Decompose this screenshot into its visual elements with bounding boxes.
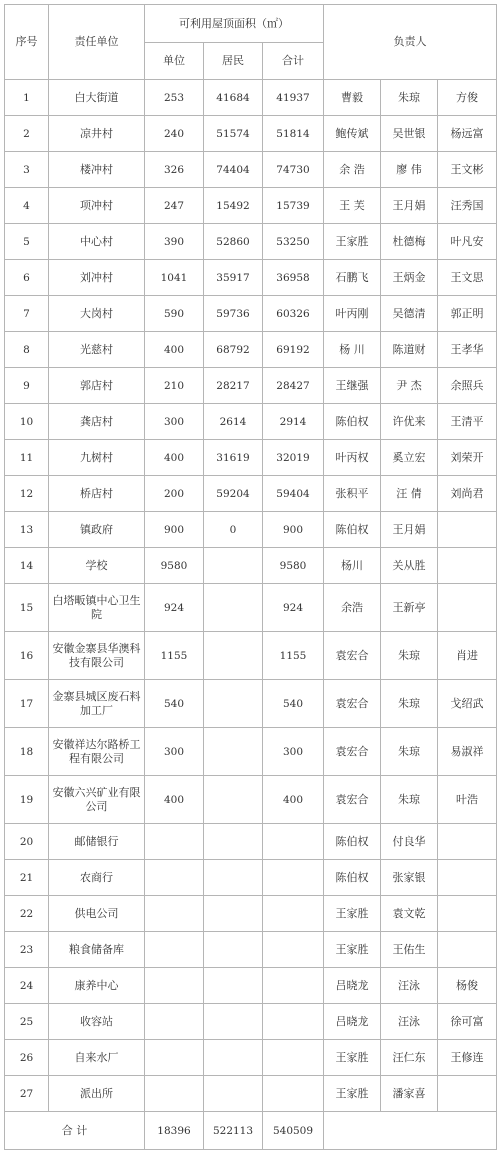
cell-area-resident — [204, 728, 263, 776]
cell-area-unit: 400 — [145, 332, 204, 368]
cell-unit: 农商行 — [49, 860, 145, 896]
cell-area-unit: 900 — [145, 512, 204, 548]
table-row — [5, 1076, 497, 1112]
total-responsible-empty — [324, 1112, 497, 1150]
cell-unit: 大岗村 — [49, 296, 145, 332]
cell-person-1: 王 芙 — [324, 188, 381, 224]
table-row — [5, 296, 497, 332]
table-row — [5, 116, 497, 152]
cell-index: 19 — [5, 776, 49, 824]
cell-area-resident — [204, 824, 263, 860]
table-row — [5, 1004, 497, 1040]
cell-area-unit — [145, 968, 204, 1004]
cell-area-total: 28427 — [263, 368, 324, 404]
cell-person-1: 王家胜 — [324, 896, 381, 932]
cell-unit: 学校 — [49, 548, 145, 584]
table-row — [5, 152, 497, 188]
cell-area-resident — [204, 968, 263, 1004]
cell-index: 23 — [5, 932, 49, 968]
total-area-resident: 522113 — [204, 1112, 263, 1150]
cell-area-resident — [204, 1040, 263, 1076]
cell-area-total: 540 — [263, 680, 324, 728]
cell-person-1: 石鹏飞 — [324, 260, 381, 296]
cell-person-3: 郭正明 — [438, 296, 497, 332]
cell-area-total — [263, 860, 324, 896]
table-row — [5, 476, 497, 512]
cell-index: 21 — [5, 860, 49, 896]
cell-person-1: 杨 川 — [324, 332, 381, 368]
cell-unit: 供电公司 — [49, 896, 145, 932]
header-unit: 责任单位 — [49, 5, 145, 80]
cell-person-2: 汪泳 — [381, 1004, 438, 1040]
cell-person-3: 叶浩 — [438, 776, 497, 824]
cell-area-unit: 590 — [145, 296, 204, 332]
cell-unit: 郭店村 — [49, 368, 145, 404]
cell-index: 17 — [5, 680, 49, 728]
cell-area-unit: 240 — [145, 116, 204, 152]
cell-unit: 金寨县城区废石料加工厂 — [49, 680, 145, 728]
cell-index: 20 — [5, 824, 49, 860]
cell-unit: 白大街道 — [49, 80, 145, 116]
cell-area-total — [263, 932, 324, 968]
table-row — [5, 728, 497, 776]
cell-person-3: 叶凡安 — [438, 224, 497, 260]
cell-area-resident: 52860 — [204, 224, 263, 260]
cell-person-2: 朱琼 — [381, 632, 438, 680]
cell-person-2: 袁文乾 — [381, 896, 438, 932]
table-row — [5, 80, 497, 116]
cell-area-resident — [204, 932, 263, 968]
cell-person-1: 张积平 — [324, 476, 381, 512]
cell-area-total — [263, 1004, 324, 1040]
cell-area-total: 41937 — [263, 80, 324, 116]
table-row — [5, 188, 497, 224]
cell-person-1: 袁宏合 — [324, 632, 381, 680]
cell-unit: 刘冲村 — [49, 260, 145, 296]
cell-person-3: 余照兵 — [438, 368, 497, 404]
cell-unit: 龚店村 — [49, 404, 145, 440]
cell-person-1: 吕晓龙 — [324, 968, 381, 1004]
cell-unit: 粮食储备库 — [49, 932, 145, 968]
cell-area-resident: 2614 — [204, 404, 263, 440]
cell-index: 14 — [5, 548, 49, 584]
cell-index: 2 — [5, 116, 49, 152]
cell-person-3 — [438, 824, 497, 860]
cell-person-2: 汪泳 — [381, 968, 438, 1004]
cell-person-2: 廖 伟 — [381, 152, 438, 188]
cell-person-3: 徐可富 — [438, 1004, 497, 1040]
cell-area-total: 9580 — [263, 548, 324, 584]
cell-area-unit: 9580 — [145, 548, 204, 584]
cell-area-unit: 247 — [145, 188, 204, 224]
cell-person-2: 潘家喜 — [381, 1076, 438, 1112]
cell-unit: 安徽金寨县华澳科技有限公司 — [49, 632, 145, 680]
cell-area-unit: 326 — [145, 152, 204, 188]
table-row — [5, 368, 497, 404]
table-row — [5, 860, 497, 896]
cell-area-total: 924 — [263, 584, 324, 632]
cell-area-resident: 59736 — [204, 296, 263, 332]
cell-area-resident: 35917 — [204, 260, 263, 296]
total-area-total: 540509 — [263, 1112, 324, 1150]
header-area-total: 合计 — [263, 43, 324, 80]
cell-unit: 收容站 — [49, 1004, 145, 1040]
cell-person-3: 杨俊 — [438, 968, 497, 1004]
cell-person-2: 许优来 — [381, 404, 438, 440]
cell-unit: 康养中心 — [49, 968, 145, 1004]
rooftop-area-table — [4, 4, 497, 1150]
cell-area-unit — [145, 824, 204, 860]
cell-index: 15 — [5, 584, 49, 632]
table-row — [5, 776, 497, 824]
table-row — [5, 896, 497, 932]
cell-person-1: 叶丙刚 — [324, 296, 381, 332]
cell-person-2: 朱琼 — [381, 776, 438, 824]
cell-area-total — [263, 1040, 324, 1076]
cell-area-unit: 210 — [145, 368, 204, 404]
cell-person-2: 付良华 — [381, 824, 438, 860]
cell-area-total: 32019 — [263, 440, 324, 476]
cell-person-3: 易淑祥 — [438, 728, 497, 776]
cell-person-2: 朱琼 — [381, 80, 438, 116]
cell-area-total: 15739 — [263, 188, 324, 224]
cell-index: 16 — [5, 632, 49, 680]
cell-index: 5 — [5, 224, 49, 260]
cell-person-2: 关从胜 — [381, 548, 438, 584]
cell-area-total: 53250 — [263, 224, 324, 260]
cell-area-resident — [204, 680, 263, 728]
cell-index: 1 — [5, 80, 49, 116]
cell-area-resident — [204, 632, 263, 680]
table-row — [5, 1040, 497, 1076]
cell-area-unit: 1155 — [145, 632, 204, 680]
cell-unit: 白塔畈镇中心卫生院 — [49, 584, 145, 632]
cell-person-1: 余 浩 — [324, 152, 381, 188]
cell-unit: 楼冲村 — [49, 152, 145, 188]
cell-area-unit — [145, 896, 204, 932]
cell-unit: 项冲村 — [49, 188, 145, 224]
cell-person-3: 王孝华 — [438, 332, 497, 368]
cell-area-resident — [204, 1076, 263, 1112]
cell-person-1: 王家胜 — [324, 1076, 381, 1112]
cell-area-total — [263, 896, 324, 932]
cell-person-2: 吴世银 — [381, 116, 438, 152]
total-label: 合 计 — [5, 1112, 145, 1150]
cell-person-3 — [438, 932, 497, 968]
cell-person-3: 刘荣开 — [438, 440, 497, 476]
cell-person-1: 陈伯权 — [324, 824, 381, 860]
cell-area-resident: 41684 — [204, 80, 263, 116]
cell-person-1: 袁宏合 — [324, 728, 381, 776]
table-row — [5, 584, 497, 632]
cell-person-2: 王新亭 — [381, 584, 438, 632]
cell-area-total: 60326 — [263, 296, 324, 332]
cell-area-resident: 0 — [204, 512, 263, 548]
cell-area-total: 59404 — [263, 476, 324, 512]
cell-person-2: 张家银 — [381, 860, 438, 896]
cell-area-unit: 253 — [145, 80, 204, 116]
cell-area-total: 69192 — [263, 332, 324, 368]
cell-index: 8 — [5, 332, 49, 368]
cell-person-1: 曹毅 — [324, 80, 381, 116]
cell-person-1: 余浩 — [324, 584, 381, 632]
cell-person-3: 杨远富 — [438, 116, 497, 152]
cell-unit: 自来水厂 — [49, 1040, 145, 1076]
cell-area-unit — [145, 1004, 204, 1040]
cell-unit: 邮储银行 — [49, 824, 145, 860]
cell-area-total: 300 — [263, 728, 324, 776]
cell-area-total — [263, 824, 324, 860]
cell-person-2: 王佑生 — [381, 932, 438, 968]
cell-person-2: 尹 杰 — [381, 368, 438, 404]
table-row — [5, 260, 497, 296]
cell-unit: 凉井村 — [49, 116, 145, 152]
cell-area-total: 74730 — [263, 152, 324, 188]
cell-area-resident: 31619 — [204, 440, 263, 476]
table-row — [5, 680, 497, 728]
cell-area-resident — [204, 548, 263, 584]
cell-unit: 九树村 — [49, 440, 145, 476]
cell-person-3 — [438, 860, 497, 896]
header-row-1 — [5, 5, 497, 43]
cell-index: 13 — [5, 512, 49, 548]
cell-person-3: 戈绍武 — [438, 680, 497, 728]
cell-person-3 — [438, 584, 497, 632]
cell-area-total — [263, 1076, 324, 1112]
cell-area-unit — [145, 1040, 204, 1076]
cell-person-1: 王继强 — [324, 368, 381, 404]
cell-person-1: 袁宏合 — [324, 776, 381, 824]
cell-area-resident — [204, 584, 263, 632]
cell-person-2: 王月娟 — [381, 188, 438, 224]
header-responsible: 负责人 — [324, 5, 497, 80]
cell-person-2: 王炳金 — [381, 260, 438, 296]
cell-person-2: 陈道财 — [381, 332, 438, 368]
cell-area-resident — [204, 860, 263, 896]
cell-area-resident: 15492 — [204, 188, 263, 224]
cell-area-unit: 1041 — [145, 260, 204, 296]
cell-person-1: 王家胜 — [324, 224, 381, 260]
cell-person-3: 方俊 — [438, 80, 497, 116]
cell-person-3 — [438, 1076, 497, 1112]
cell-area-unit: 300 — [145, 404, 204, 440]
cell-area-resident: 59204 — [204, 476, 263, 512]
cell-index: 12 — [5, 476, 49, 512]
table-row — [5, 512, 497, 548]
cell-index: 4 — [5, 188, 49, 224]
header-index: 序号 — [5, 5, 49, 80]
cell-area-unit — [145, 1076, 204, 1112]
cell-person-1: 陈伯权 — [324, 860, 381, 896]
cell-person-3: 王文思 — [438, 260, 497, 296]
cell-person-3: 王清平 — [438, 404, 497, 440]
cell-person-1: 叶丙权 — [324, 440, 381, 476]
cell-index: 6 — [5, 260, 49, 296]
cell-person-3: 刘尚君 — [438, 476, 497, 512]
cell-person-3: 王修连 — [438, 1040, 497, 1076]
cell-person-3 — [438, 896, 497, 932]
cell-area-total: 1155 — [263, 632, 324, 680]
cell-person-3: 汪秀国 — [438, 188, 497, 224]
cell-person-2: 朱琼 — [381, 680, 438, 728]
cell-person-2: 汪 倩 — [381, 476, 438, 512]
cell-person-2: 奚立宏 — [381, 440, 438, 476]
table-row — [5, 404, 497, 440]
cell-index: 24 — [5, 968, 49, 1004]
cell-area-resident: 68792 — [204, 332, 263, 368]
cell-person-3: 肖进 — [438, 632, 497, 680]
cell-area-total: 36958 — [263, 260, 324, 296]
cell-area-unit: 924 — [145, 584, 204, 632]
cell-area-resident — [204, 896, 263, 932]
cell-index: 9 — [5, 368, 49, 404]
cell-person-1: 杨川 — [324, 548, 381, 584]
cell-area-resident — [204, 1004, 263, 1040]
cell-area-unit: 200 — [145, 476, 204, 512]
cell-index: 3 — [5, 152, 49, 188]
cell-area-resident: 74404 — [204, 152, 263, 188]
header-area-group: 可利用屋顶面积（㎡） — [145, 5, 324, 43]
cell-index: 27 — [5, 1076, 49, 1112]
table-row — [5, 932, 497, 968]
cell-unit: 安徽祥达尔路桥工程有限公司 — [49, 728, 145, 776]
cell-area-unit: 400 — [145, 440, 204, 476]
table-row — [5, 548, 497, 584]
cell-index: 11 — [5, 440, 49, 476]
cell-area-unit — [145, 860, 204, 896]
cell-person-2: 王月娟 — [381, 512, 438, 548]
cell-area-unit — [145, 932, 204, 968]
total-area-unit: 18396 — [145, 1112, 204, 1150]
cell-index: 22 — [5, 896, 49, 932]
cell-index: 26 — [5, 1040, 49, 1076]
table-row — [5, 632, 497, 680]
cell-area-total: 400 — [263, 776, 324, 824]
cell-person-2: 吴德清 — [381, 296, 438, 332]
cell-index: 18 — [5, 728, 49, 776]
table-row — [5, 224, 497, 260]
header-area-resident: 居民 — [204, 43, 263, 80]
cell-unit: 桥店村 — [49, 476, 145, 512]
cell-person-1: 鲍传斌 — [324, 116, 381, 152]
table-row — [5, 824, 497, 860]
cell-person-3: 王文彬 — [438, 152, 497, 188]
cell-index: 25 — [5, 1004, 49, 1040]
cell-person-3 — [438, 548, 497, 584]
cell-person-1: 王家胜 — [324, 1040, 381, 1076]
cell-area-unit: 390 — [145, 224, 204, 260]
cell-person-3 — [438, 512, 497, 548]
cell-person-1: 袁宏合 — [324, 680, 381, 728]
cell-area-resident: 51574 — [204, 116, 263, 152]
cell-area-total: 51814 — [263, 116, 324, 152]
cell-person-1: 吕晓龙 — [324, 1004, 381, 1040]
cell-person-2: 汪仁东 — [381, 1040, 438, 1076]
cell-unit: 镇政府 — [49, 512, 145, 548]
cell-area-unit: 400 — [145, 776, 204, 824]
cell-person-1: 王家胜 — [324, 932, 381, 968]
table-row — [5, 440, 497, 476]
cell-unit: 光慈村 — [49, 332, 145, 368]
header-area-unit: 单位 — [145, 43, 204, 80]
cell-unit: 派出所 — [49, 1076, 145, 1112]
cell-unit: 中心村 — [49, 224, 145, 260]
cell-person-1: 陈伯权 — [324, 512, 381, 548]
cell-area-total — [263, 968, 324, 1004]
cell-index: 7 — [5, 296, 49, 332]
cell-area-total: 900 — [263, 512, 324, 548]
cell-person-1: 陈伯权 — [324, 404, 381, 440]
cell-area-unit: 300 — [145, 728, 204, 776]
total-row — [5, 1112, 497, 1150]
cell-area-resident: 28217 — [204, 368, 263, 404]
cell-area-unit: 540 — [145, 680, 204, 728]
cell-area-resident — [204, 776, 263, 824]
cell-person-2: 朱琼 — [381, 728, 438, 776]
cell-index: 10 — [5, 404, 49, 440]
table-row — [5, 332, 497, 368]
cell-person-2: 杜德梅 — [381, 224, 438, 260]
cell-area-total: 2914 — [263, 404, 324, 440]
table-row — [5, 968, 497, 1004]
cell-unit: 安徽六兴矿业有限公司 — [49, 776, 145, 824]
